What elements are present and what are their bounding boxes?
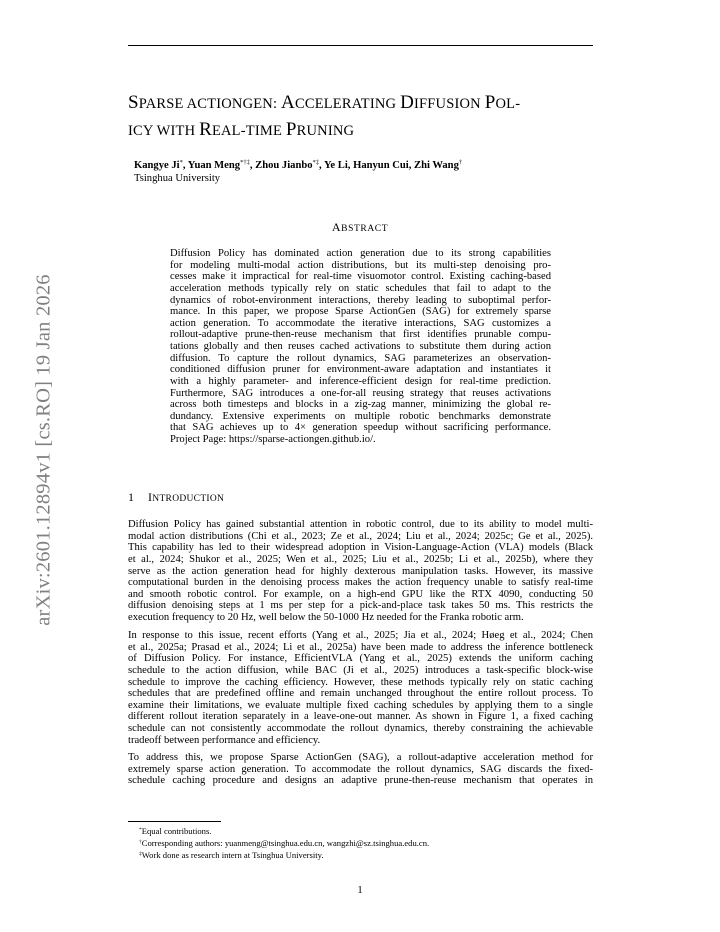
paragraph-line: schedule can not consistently accommodate the rollout dynamics, thereby constraining the achievable — [128, 723, 593, 734]
abstract-line: action generation. To accommodate the iterative interactions, SAG customizes a — [170, 317, 551, 329]
intro-paragraph-1 — [128, 519, 593, 624]
paragraph-line-citations[interactable]: schedule to the action diffusion, while BAC (Ji et al., 2025) introduces a task-specific block-wise — [128, 664, 593, 676]
abstract-line: rollout-adaptive prune-then-reuse mechanism that first identifies prunable compu- — [170, 329, 551, 341]
abstract-line: across both timesteps and blocks in a zig-zag manner, minimizing the global re- — [170, 399, 551, 411]
paragraph-line: and smooth robotic control. For example, on a high-end GPU like the RTX 4090, conducting 50 — [128, 588, 593, 600]
project-page-link[interactable]: Project Page: https://sparse-actiongen.github.io/. — [170, 434, 376, 445]
abstract-line: dundancy. Extensive experiments on multiple robotic benchmarks demonstrate — [170, 410, 551, 422]
abstract-line: diffusion. To capture the rollout dynamics, SAG parameterizes an observation- — [170, 352, 551, 364]
abstract-line: with a highly parameter- and inference-efficient design for real-time prediction. — [170, 375, 551, 387]
intro-paragraph-3 — [128, 752, 593, 787]
abstract-line: mance. In this paper, we propose Sparse ActionGen (SAG) for extremely sparse — [170, 306, 551, 318]
paper-title — [128, 90, 598, 144]
paragraph-line: tradeoff between performance and efficiency. — [128, 734, 321, 746]
paragraph-line: computational burden in the denoising process makes the action frequency unable to satisfy real-time — [128, 577, 593, 589]
page-number: 1 — [357, 885, 363, 896]
paragraph-line: examine their limitations, we evaluate multiple fixed caching schedules by applying them to a single — [128, 699, 593, 711]
paragraph-line: serve as the action generation head for highly dexterous manipulation tasks. However, its massive — [128, 565, 593, 577]
abstract-line: for modeling multi-modal action distributions, but its multi-step denoising pro- — [170, 259, 551, 271]
arxiv-stamp-text: arXiv:2601.12894v1 [cs.RO] 19 Jan 2026 — [32, 274, 55, 626]
abstract-line: acceleration methods typically rely on static schedules that fail to adapt to the — [170, 282, 551, 294]
abstract-body — [170, 248, 551, 446]
section-heading-introduction: 1 INTRODUCTION — [128, 490, 225, 504]
abstract-line: conditioned diffusion pruner for environment-aware adaptation and instantiates it — [170, 364, 551, 376]
paragraph-line-citations[interactable]: of Diffusion Policy. For instance, EfficientVLA (Yang et al., 2025) extends the uniform caching — [128, 653, 593, 665]
top-rule — [128, 45, 593, 46]
paragraph-line: schedules that are predefined offline and remain unchanged throughout the entire rollout process. To — [128, 688, 593, 700]
intro-paragraph-2 — [128, 630, 593, 746]
paragraph-line-citations[interactable]: This capability has led to their widespread adoption in Vision-Language-Action (VLA) models (Black — [128, 542, 593, 554]
paragraph-line-citations[interactable]: modal action distributions (Chi et al., 2023; Ze et al., 2024; Liu et al., 2024; 2025c; Ge et al., 2025). — [128, 530, 593, 542]
title-line-1: SPARSE ACTIONGEN: ACCELERATING DIFFUSION POL- — [128, 92, 521, 113]
title-line-2: ICY WITH REAL-TIME PRUNING — [128, 119, 355, 140]
author-list: Kangye Ji*, Yuan Meng*†‡, Zhou Jianbo*‡, Ye Li, Hanyun Cui, Zhi Wang† — [134, 159, 463, 171]
footnote-corresponding[interactable]: †Corresponding authors: yuanmeng@tsinghua.edu.cn, wangzhi@sz.tsinghua.edu.cn. — [139, 838, 430, 848]
paragraph-line-citations[interactable]: et al., 2025a; Prasad et al., 2024; Li et al., 2025a) have been made to address the inference bottleneck — [128, 641, 593, 653]
abstract-heading: ABSTRACT — [331, 220, 389, 234]
paragraph-line-citations[interactable]: In response to this issue, recent efforts (Yang et al., 2025; Jia et al., 2024; Høeg et al., 2024; Chen — [128, 630, 593, 641]
paragraph-line: schedule to improve the caching efficiency. However, these methods typically rely on static caching — [128, 676, 593, 688]
abstract-line: dynamics of robot-environment interactions, thereby leading to suboptimal perfor- — [170, 294, 551, 306]
affiliation: Tsinghua University — [134, 173, 221, 184]
abstract-line: tations globally and then reuses cached activations to substitute them during action — [170, 341, 551, 352]
paragraph-line: extremely sparse action generation. To accommodate the rollout dynamics, SAG discards the fixed- — [128, 763, 593, 775]
paragraph-line-figure-ref[interactable]: different rollout iteration separately in a leave-one-out manner. As shown in Figure 1, a fixed caching — [128, 711, 593, 723]
paragraph-line: diffusion denoising steps at 1 ms per step for a pick-and-place task takes 50 ms. This restricts the — [128, 600, 593, 612]
paragraph-line: schedule caching procedure and designs an adaptive prune-then-reuse mechanism that operates in — [128, 775, 593, 787]
paragraph-line: Diffusion Policy has gained substantial attention in robotic control, due to its ability to model multi- — [128, 519, 593, 530]
paragraph-line-citations[interactable]: et al., 2024; Shukor et al., 2025; Wen et al., 2025; Liu et al., 2025b; Li et al., 2025b), where they — [128, 553, 593, 565]
section-number: 1 — [128, 490, 135, 504]
footnote-intern: ‡Work done as research intern at Tsinghua University. — [139, 850, 324, 860]
footnote-rule — [128, 821, 221, 822]
abstract-line: that SAG achieves up to 4× generation speedup without sacrificing performance. — [170, 422, 551, 434]
paragraph-line: execution frequency to 20 Hz, well below the 50-1000 Hz needed for the Franka robotic arm. — [128, 612, 524, 623]
abstract-line: cesses make it impractical for real-time visuomotor control. Existing caching-based — [170, 271, 551, 283]
abstract-line: Furthermore, SAG introduces a one-for-all reusing strategy that reuses activations — [170, 387, 551, 399]
paragraph-line: To address this, we propose Sparse ActionGen (SAG), a rollout-adaptive acceleration method for — [128, 752, 593, 763]
footnote-equal-contrib: *Equal contributions. — [139, 826, 212, 836]
abstract-line: Diffusion Policy has dominated action generation due to its strong capabilities — [170, 248, 551, 259]
